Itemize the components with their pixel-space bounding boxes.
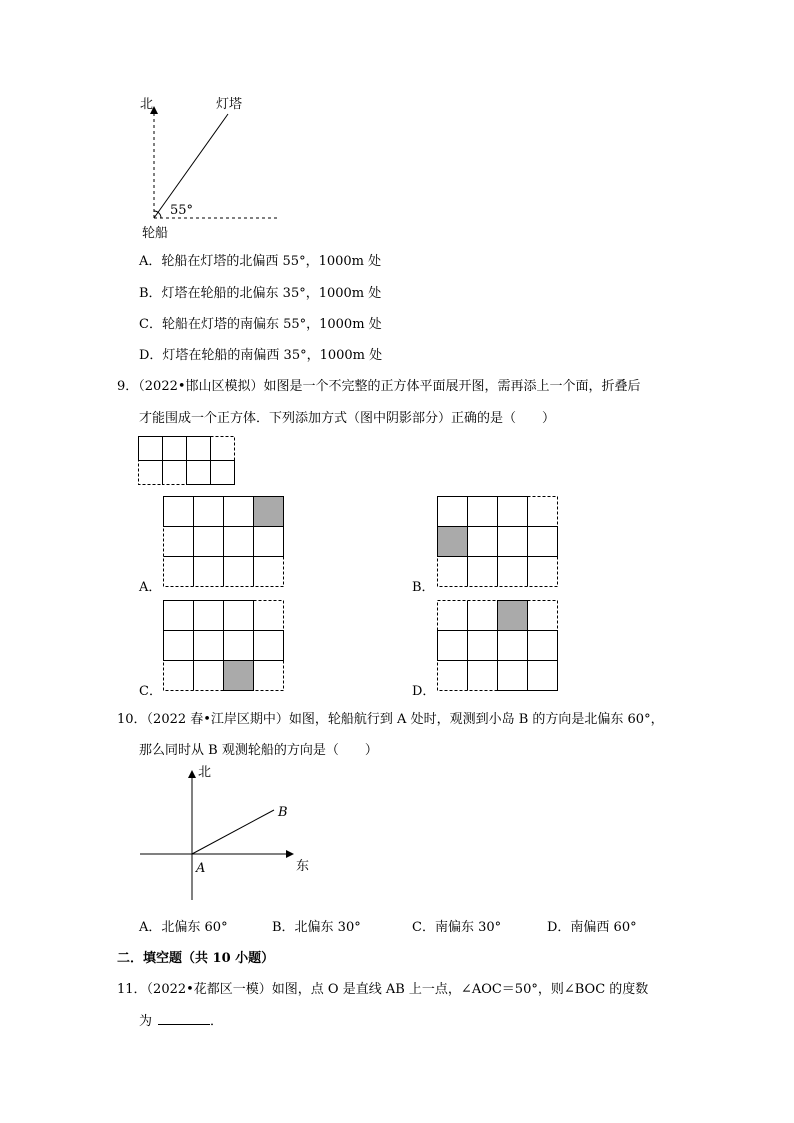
q9-given-net: [138, 436, 238, 486]
q9-option-b-label: B．: [412, 580, 435, 595]
q9-option-d-figure: [437, 600, 561, 694]
north-label: 北: [140, 97, 154, 112]
q10-option-d: D．南偏西 60°: [547, 920, 637, 935]
ship-label: 轮船: [142, 226, 169, 241]
q9-option-d-label: D．: [412, 684, 436, 699]
q8-option-d: D．灯塔在轮船的南偏西 35°，1000m 处: [139, 348, 383, 363]
point-a-label: A: [196, 861, 206, 876]
q10-direction-figure: [138, 760, 318, 905]
q9-option-a-label: A．: [139, 580, 162, 595]
east-label: 东: [296, 859, 310, 874]
q11-stem-line2: [139, 1010, 223, 1029]
q10-stem-line2: 那么同时从 B 观测轮船的方向是（ ）: [139, 743, 378, 758]
q9-option-a-figure: [163, 496, 287, 590]
q8-option-c: C．轮船在灯塔的南偏东 55°，1000m 处: [139, 317, 382, 332]
q9-option-c-label: C．: [139, 684, 162, 699]
north-label: 北: [198, 765, 212, 780]
answer-blank[interactable]: [158, 1012, 210, 1025]
q9-stem-line1: 9．（2022•邯山区模拟）如图是一个不完整的正方体平面展开图，需再添上一个面，折叠后: [117, 379, 641, 394]
q10-option-c: C．南偏东 30°: [412, 920, 502, 935]
q9-stem-line2: 才能围成一个正方体．下列添加方式（图中阴影部分）正确的是（ ）: [139, 411, 556, 426]
angle-label: 55°: [170, 203, 194, 218]
q10-option-b: B．北偏东 30°: [272, 920, 361, 935]
q8-option-b: B．灯塔在轮船的北偏东 35°，1000m 处: [139, 286, 382, 301]
section-title-fill-in: 二．填空题（共 10 小题）: [117, 951, 275, 966]
q11-stem-line2-text: 为: [139, 1014, 153, 1029]
a-to-b-line: [192, 810, 274, 854]
q9-option-c-figure: [163, 600, 287, 694]
q8-option-a: A．轮船在灯塔的北偏西 55°，1000m 处: [139, 254, 382, 269]
q10-option-a: A．北偏东 60°: [139, 920, 228, 935]
lighthouse-label: 灯塔: [216, 97, 243, 112]
q10-stem-line1: 10．（2022 春•江岸区期中）如图，轮船航行到 A 处时，观测到小岛 B 的方向是北偏东 60°，: [117, 712, 664, 727]
point-b-label: B: [278, 805, 288, 820]
period: ．: [210, 1014, 224, 1029]
q11-stem-line1: 11．（2022•花都区一模）如图，点 O 是直线 AB 上一点，∠AOC＝50°，则∠BOC 的度数: [117, 982, 649, 997]
q8-direction-figure: [130, 92, 300, 242]
q9-option-b-figure: [437, 496, 561, 590]
